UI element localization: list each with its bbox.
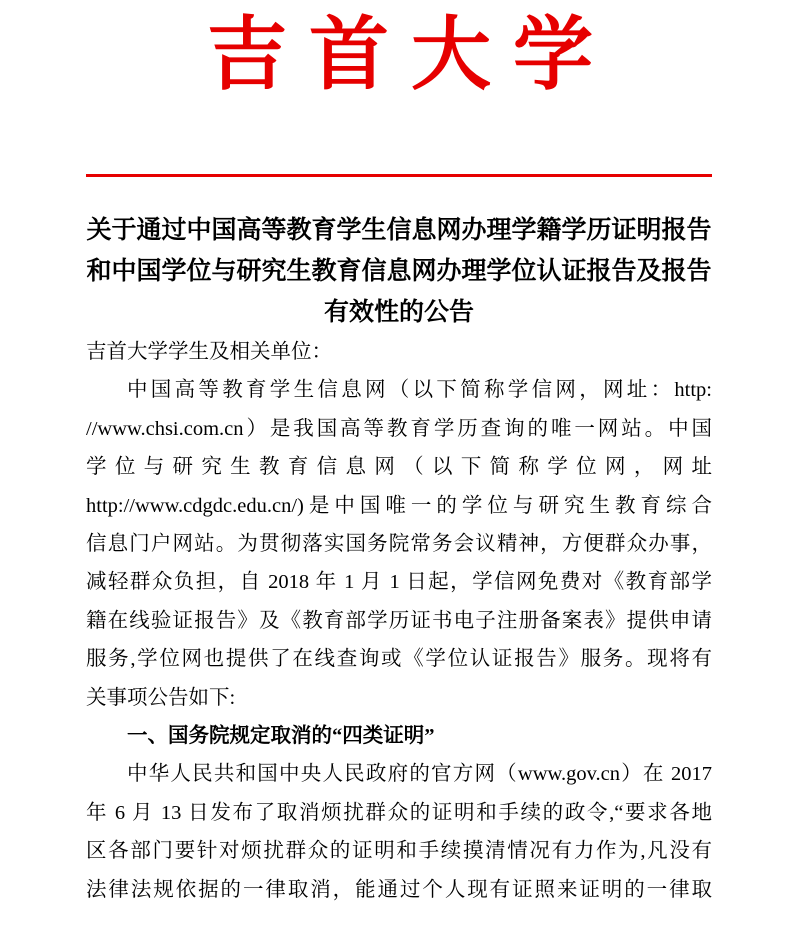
document-title xyxy=(86,210,712,333)
university-letterhead: 吉首大学 xyxy=(207,12,615,100)
body-line: 中华人民共和国中央人民政府的官方网（www.gov.cn）在 2017 xyxy=(127,763,712,786)
body-line: 服务,学位网也提供了在线查询或《学位认证报告》服务。现将有 xyxy=(86,648,712,671)
body-line: 信息门户网站。为贯彻落实国务院常务会议精神，方便群众办事， xyxy=(86,533,712,556)
section-heading: 一、国务院规定取消的“四类证明” xyxy=(127,725,435,748)
salutation: 吉首大学学生及相关单位： xyxy=(86,341,332,363)
letterhead-divider-rule xyxy=(86,174,712,177)
document-content xyxy=(86,333,712,909)
body-line: 学位与研究生教育信息网（以下简称学位网，网址 xyxy=(86,456,712,479)
document-title-line: 有效性的公告 xyxy=(323,299,474,326)
body-line: 区各部门要针对烦扰群众的证明和手续摸清情况有力作为,凡没有 xyxy=(86,840,712,863)
body-line: 法律法规依据的一律取消，能通过个人现有证照来证明的一律取 xyxy=(86,878,712,901)
body-line: 关事项公告如下: xyxy=(86,686,236,709)
document-title-line: 关于通过中国高等教育学生信息网办理学籍学历证明报告 xyxy=(86,217,712,244)
body-line: 中国高等教育学生信息网（以下简称学信网，网址：http: xyxy=(127,379,712,402)
body-line: 年 6 月 13 日发布了取消烦扰群众的证明和手续的政令,“要求各地 xyxy=(86,801,712,824)
body-line: //www.chsi.com.cn）是我国高等教育学历查询的唯一网站。中国 xyxy=(86,417,712,440)
document-title-line: 和中国学位与研究生教育信息网办理学位认证报告及报告 xyxy=(86,258,712,285)
document-body xyxy=(86,371,712,909)
body-line: 籍在线验证报告》及《教育部学历证书电子注册备案表》提供申请 xyxy=(86,609,712,632)
body-line: 减轻群众负担，自 2018 年 1 月 1 日起，学信网免费对《教育部学 xyxy=(86,571,712,594)
body-line: http://www.cdgdc.edu.cn/)是中国唯一的学位与研究生教育综合 xyxy=(86,494,712,517)
